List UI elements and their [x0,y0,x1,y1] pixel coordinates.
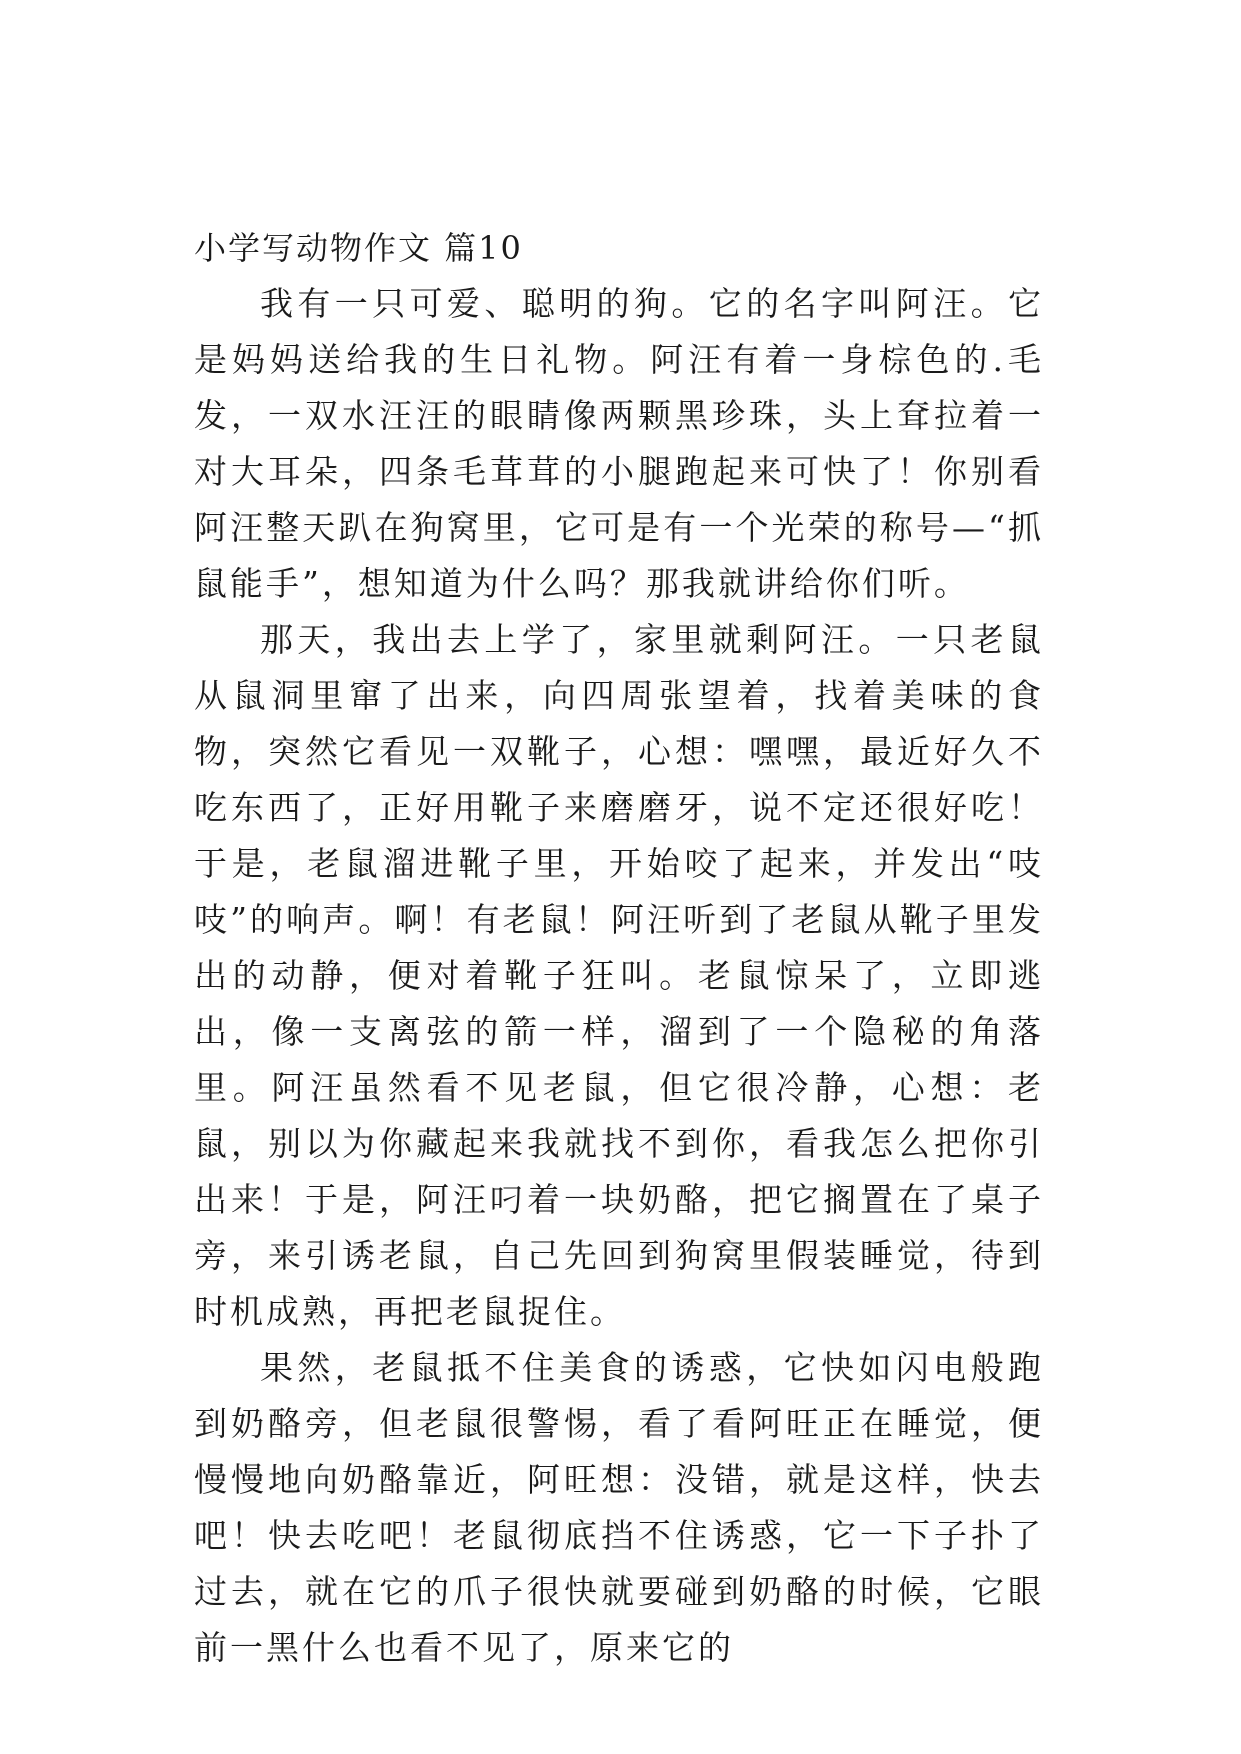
paragraph-2: 那天，我出去上学了，家里就剩阿汪。一只老鼠从鼠洞里窜了出来，向四周张望着，找着美味的食物，突然它看见一双靴子，心想：嘿嘿，最近好久不吃东西了，正好用靴子来磨磨牙，说不定还很好吃！于是，老鼠溜进靴子里，开始咬了起来，并发出“吱吱”的响声。啊！有老鼠！阿汪听到了老鼠从靴子里发出的动静，便对着靴子狂叫。老鼠惊呆了，立即逃出，像一支离弦的箭一样，溜到了一个隐秘的角落里。阿汪虽然看不见老鼠，但它很冷静，心想：老鼠，别以为你藏起来我就找不到你，看我怎么把你引出来！于是，阿汪叼着一块奶酪，把它搁置在了桌子旁，来引诱老鼠，自己先回到狗窝里假装睡觉，待到时机成熟，再把老鼠捉住。 [194,620,1044,1331]
paragraph-1: 我有一只可爱、聪明的狗。它的名字叫阿汪。它是妈妈送给我的生日礼物。阿汪有着一身棕色的.毛发，一双水汪汪的眼睛像两颗黑珍珠，头上耷拉着一对大耳朵，四条毛茸茸的小腿跑起来可快了！你别看阿汪整天趴在狗窝里，它可是有一个光荣的称号—“抓鼠能手”，想知道为什么吗？那我就讲给你们听。 [194,284,1044,603]
paragraph-3: 果然，老鼠抵不住美食的诱惑，它快如闪电般跑到奶酪旁，但老鼠很警惕，看了看阿旺正在睡觉，便慢慢地向奶酪靠近，阿旺想：没错，就是这样，快去吧！快去吃吧！老鼠彻底挡不住诱惑，它一下子扑了过去，就在它的爪子很快就要碰到奶酪的时候，它眼前一黑什么也看不见了，原来它的 [194,1348,1044,1667]
document-body [194,220,1044,1676]
document-title: 小学写动物作文 篇10 [194,229,523,267]
